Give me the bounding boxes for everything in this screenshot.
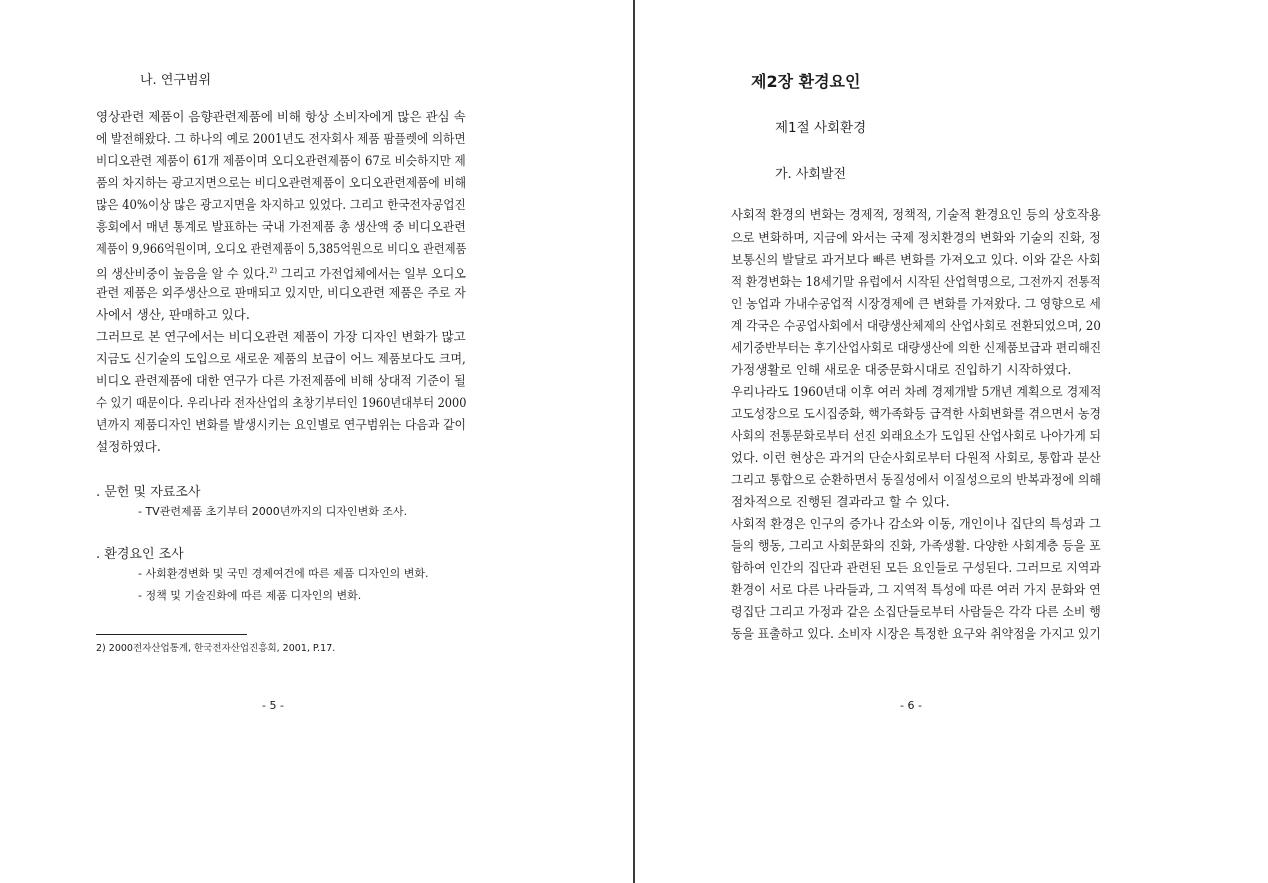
paragraph-line: 함하여 인간의 집단과 관련된 모든 요인들로 구성된다. 그러므로 지역과 [731,560,1101,575]
paragraph-line: 영상관련 제품이 음향관련제품에 비해 항상 소비자에게 많은 관심 속 [96,109,466,124]
paragraph-line: 비디오관련 제품이 61개 제품이며 오디오관련제품이 67로 비슷하지만 제 [96,153,466,168]
paragraph-line: 품의 차지하는 광고지면으로는 비디오관련제품이 오디오관련제품에 비해 [96,175,467,190]
paragraph-line: 설정하였다. [96,439,161,454]
paragraph-line: 고도성장으로 도시집중화, 핵가족화등 급격한 사회변화를 겪으면서 농경 [731,406,1101,421]
footnote-text: 2) 2000전자산업통계, 한국전자산업진흥회, 2001, P.17. [96,643,336,654]
paragraph-line: 수 있기 때문이다. 우리나라 전자산업의 초창기부터인 1960년대부터 2000 [96,395,467,410]
paragraph-line: 에 발전해왔다. 그 하나의 예로 2001년도 전자회사 제품 팜플렛에 의하면 [96,131,466,146]
footnote-reference[interactable]: 2) [269,266,278,275]
paragraph-line: 사회의 전통문화로부터 선진 외래요소가 도입된 산업사회로 나아가게 되 [731,428,1101,443]
section-heading: 나. 연구범위 [140,73,212,88]
right-page [635,0,1268,883]
paragraph-line: 그리고 통합으로 순환하면서 동질성에서 이질성으로의 반복과정에 의해 [731,472,1101,487]
footnote-divider [96,634,247,635]
paragraph-line [96,260,466,282]
paragraph-line: 비디오 관련제품에 대한 연구가 다른 가전제품에 비해 상대적 기준이 될 [96,373,466,388]
list-item: - 사회환경변화 및 국민 경제여건에 따른 제품 디자인의 변화. [138,567,429,580]
line-text: 의 생산비중이 높음을 알 수 있다. [96,266,270,282]
paragraph-line: 적 환경변화는 18세기말 유럽에서 시작된 산업혁명으로, 그전까지 전통적 [731,274,1101,289]
paragraph-line: 사에서 생산, 판매하고 있다. [96,307,250,322]
page-number: - 6 - [900,699,922,712]
paragraph-line: 우리나라도 1960년대 이후 여러 차례 경제개발 5개년 계획으로 경제적 [731,384,1102,399]
paragraph-line: 사회적 환경은 인구의 증가나 감소와 이동, 개인이나 집단의 특성과 그 [731,516,1101,531]
paragraph-line: 계 각국은 수공업사회에서 대량생산체제의 산업사회로 전환되었으며, 20 [731,318,1101,333]
subsection-title: 가. 사회발전 [775,167,847,182]
paragraph-line: 보통신의 발달로 과거보다 빠른 변화를 가져오고 있다. 이와 같은 사회 [731,252,1101,267]
paragraph-line: 많은 40%이상 많은 광고지면을 차지하고 있었다. 그리고 한국전자공업진 [96,197,466,212]
paragraph-line: 들의 행동, 그리고 사회문화의 진화, 가족생활. 다양한 사회계층 등을 포 [731,538,1101,553]
paragraph-line: 령집단 그리고 가정과 같은 소집단들로부터 사람들은 각각 다른 소비 행 [731,604,1101,619]
paragraph-line: 으로 변화하며, 지금에 와서는 국제 정치환경의 변화와 기술의 진화, 정 [731,230,1101,245]
paragraph-line: 인 농업과 가내수공업적 시장경제에 큰 변화를 가져왔다. 그 영향으로 세 [731,296,1101,311]
paragraph-line: 환경이 서로 다른 나라들과, 그 지역적 특성에 따른 여러 가지 문화와 연 [731,582,1101,597]
list-item: - 정책 및 기술진화에 따른 제품 디자인의 변화. [138,589,362,602]
paragraph-line: 지금도 신기술의 도입으로 새로운 제품의 보급이 어느 제품보다도 크며, [96,351,466,366]
list-title: . 문헌 및 자료조사 [96,485,201,500]
list-title: . 환경요인 조사 [96,547,184,562]
paragraph-line: 점차적으로 진행된 결과라고 할 수 있다. [731,494,950,509]
line-text: 그리고 가전업체에서는 일부 오디오 [277,266,466,282]
section-title: 제1절 사회환경 [775,120,867,136]
left-page [0,0,633,883]
paragraph-line: 제품이 9,966억원이며, 오디오 관련제품이 5,385억원으로 비디오 관련제품 [96,241,467,256]
paragraph-line: 년까지 제품디자인 변화를 발생시키는 요인별로 연구범위는 다음과 같이 [96,417,466,432]
paragraph-line: 었다. 이런 현상은 과거의 단순사회로부터 다원적 사회로, 통합과 분산 [731,450,1101,465]
paragraph-line: 가정생활로 인해 새로운 대중문화시대로 진입하기 시작하였다. [731,362,1072,377]
paragraph-line: 그러므로 본 연구에서는 비디오관련 제품이 가장 디자인 변화가 많고 [96,329,466,344]
paragraph-line: 흥회에서 매년 통계로 발표하는 국내 가전제품 총 생산액 중 비디오관련 [96,219,466,234]
paragraph-line: 동을 표출하고 있다. 소비자 시장은 특정한 요구와 취약점을 가지고 있기 [731,626,1101,641]
paragraph-line: 관련 제품은 외주생산으로 판매되고 있지만, 비디오관련 제품은 주로 자 [96,285,466,300]
page-number: - 5 - [262,699,284,712]
paragraph-line: 사회적 환경의 변화는 경제적, 정책적, 기술적 환경요인 등의 상호작용 [731,207,1101,222]
list-item: - TV관련제품 초기부터 2000년까지의 디자인변화 조사. [138,505,408,518]
chapter-title: 제2장 환경요인 [751,72,861,91]
paragraph-line: 세기중반부터는 후기산업사회로 대량생산에 의한 신제품보급과 편리해진 [731,340,1102,355]
